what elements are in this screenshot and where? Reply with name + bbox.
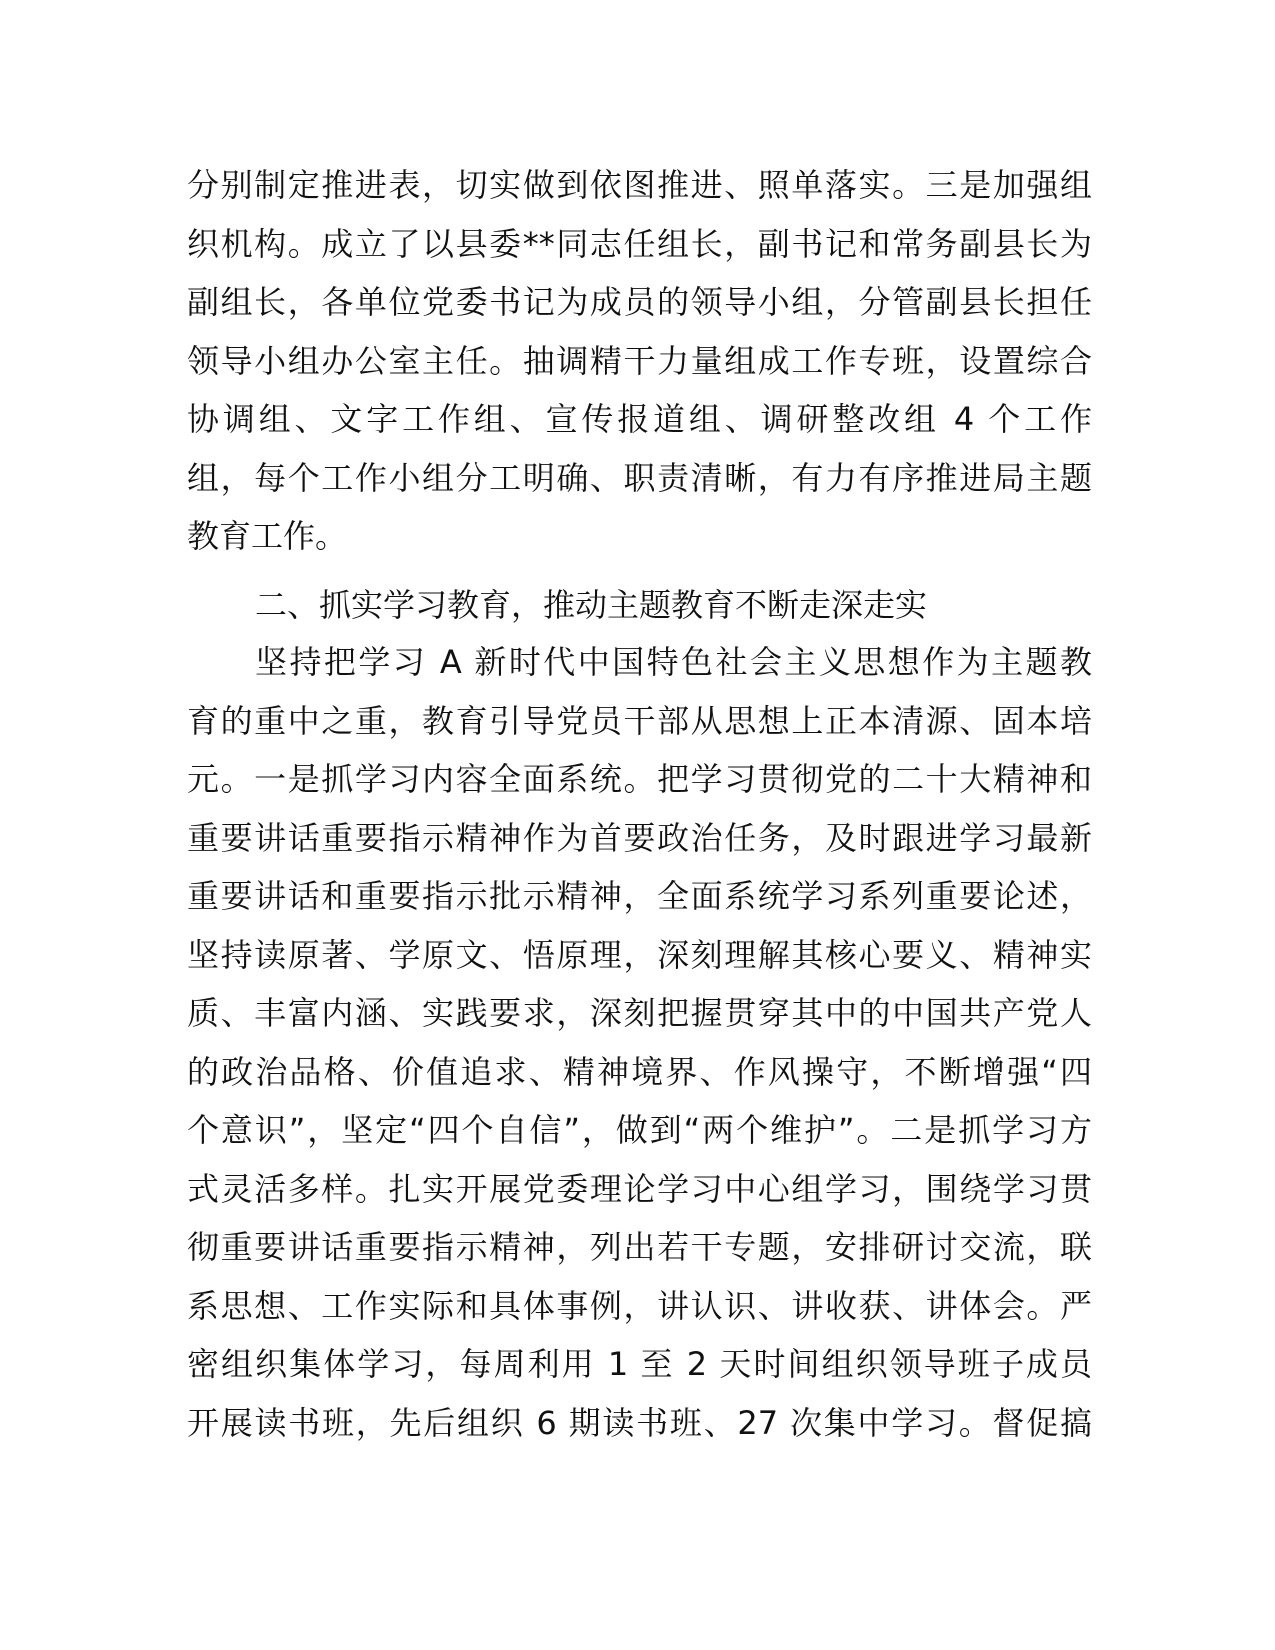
paragraph-1 [187, 156, 1092, 566]
paragraph-1-line: 协调组、文字工作组、宣传报道组、调研整改组 4 个工作 [187, 400, 1092, 438]
paragraph-2-line: 重要讲话和重要指示批示精神，全面系统学习系列重要论述， [187, 877, 1092, 915]
paragraph-2-line: 坚持把学习 A 新时代中国特色社会主义思想作为主题教 [255, 643, 1092, 681]
section-heading [187, 576, 1092, 635]
paragraph-2-line: 重要讲话重要指示精神作为首要政治任务，及时跟进学习最新 [187, 818, 1092, 857]
paragraph-2-line: 系思想、工作实际和具体事例，讲认识、讲收获、讲体会。严 [187, 1286, 1092, 1325]
paragraph-2-line: 质、丰富内涵、实践要求，深刻把握贯穿其中的中国共产党人 [187, 994, 1092, 1032]
paragraph-1-line: 组，每个工作小组分工明确、职责清晰，有力有序推进局主题 [187, 458, 1092, 497]
paragraph-2-line: 开展读书班，先后组织 6 期读书班、27 次集中学习。督促搞 [187, 1403, 1092, 1442]
paragraph-2-line: 式灵活多样。扎实开展党委理论学习中心组学习，围绕学习贯 [187, 1169, 1092, 1208]
section-heading-text: 二、抓实学习教育，推动主题教育不断走深走实 [255, 586, 928, 624]
paragraph-1-line: 领导小组办公室主任。抽调精干力量组成工作专班，设置综合 [187, 341, 1092, 380]
paragraph-2-line: 的政治品格、价值追求、精神境界、作风操守，不断增强“四 [187, 1052, 1092, 1091]
paragraph-1-line: 分别制定推进表，切实做到依图推进、照单落实。三是加强组 [187, 166, 1092, 204]
paragraph-2 [187, 633, 1092, 1452]
paragraph-2-line: 元。一是抓学习内容全面系统。把学习贯彻党的二十大精神和 [187, 760, 1092, 798]
paragraph-2-line: 密组织集体学习，每周利用 1 至 2 天时间组织领导班子成员 [187, 1345, 1092, 1383]
paragraph-2-line: 彻重要讲话重要指示精神，列出若干专题，安排研讨交流，联 [187, 1228, 1092, 1266]
paragraph-1-line: 副组长，各单位党委书记为成员的领导小组，分管副县长担任 [187, 283, 1092, 321]
paragraph-2-line: 育的重中之重，教育引导党员干部从思想上正本清源、固本培 [187, 701, 1092, 740]
paragraph-1-line: 织机构。成立了以县委**同志任组长，副书记和常务副县长为 [187, 224, 1092, 263]
paragraph-2-line: 坚持读原著、学原文、悟原理，深刻理解其核心要义、精神实 [187, 935, 1092, 974]
paragraph-1-line: 教育工作。 [187, 517, 348, 555]
paragraph-2-line: 个意识”，坚定“四个自信”，做到“两个维护”。二是抓学习方 [187, 1111, 1092, 1149]
